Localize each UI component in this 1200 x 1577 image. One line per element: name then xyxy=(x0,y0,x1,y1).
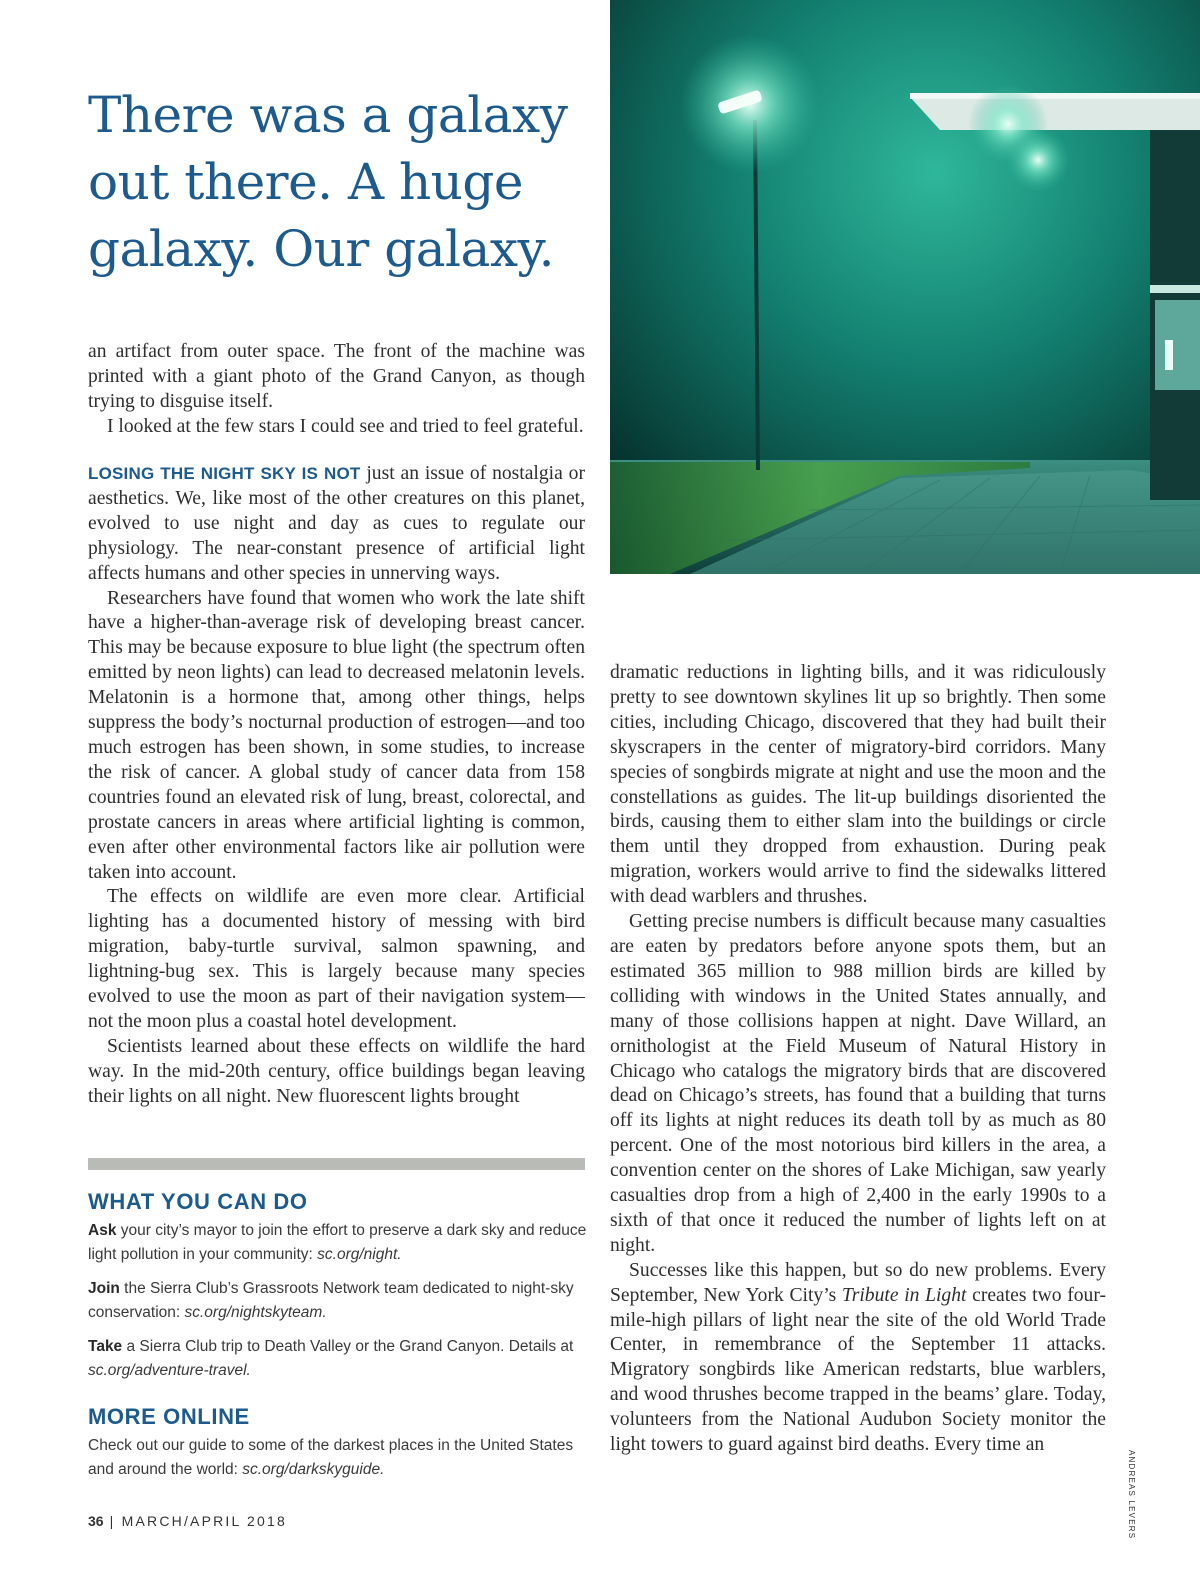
pull-quote: There was a galaxy out there. A huge galaxy. Our galaxy. xyxy=(88,86,568,278)
body-paragraph: Researchers have found that women who work the late shift have a higher-than-average risk of developing breast cancer. This may be because exposure to blue light (the spectrum often emitted by neon lights) can lead to decreased melatonin levels. Melatonin is a hormone that, among other things, helps suppress the body’s nocturnal production of estrogen—and too much estrogen has been shown, in some studies, to increase the risk of cancer. A global study of cancer data from 158 countries found an elevated risk of lung, breast, colorectal, and prostate cancers in areas where artificial lighting is common, even after other environmental factors like air pollution were taken into account. xyxy=(88,587,585,883)
sidebar-more-online-text: Check out our guide to some of the darkest places in the United States and around the world: sc.org/darkskyguide. xyxy=(88,1437,574,1478)
body-paragraph: an artifact from outer space. The front of the machine was printed with a giant photo of the Grand Canyon, as though trying to disguise itself. xyxy=(88,341,585,412)
issue-date: MARCH/APRIL 2018 xyxy=(121,1513,288,1529)
body-column-left xyxy=(88,462,585,1110)
page-number: 36 xyxy=(88,1513,104,1529)
sidebar-heading-what-you-can-do: WHAT YOU CAN DO xyxy=(88,1189,308,1214)
body-paragraph: I looked at the few stars I could see and tried to feel grateful. xyxy=(107,415,584,437)
link-sc-org-adventure-travel[interactable]: sc.org/adventure-travel. xyxy=(88,1362,251,1379)
photo-credit: ANDREAS LEVERS xyxy=(1127,1450,1136,1540)
link-sc-org-night[interactable]: sc.org/night. xyxy=(317,1246,402,1263)
body-paragraph: Getting precise numbers is difficult because many casualties are eaten by predators before anyone spots them, but an estimated 365 million to 988 million birds are killed by colliding with windows in the United States annually, and many of those collisions happen at night. Dave Willard, an ornithologist at the Field Museum of Natural History in Chicago who catalogs the migratory birds that are discovered dead on Chicago’s streets, has found that a building that turns off its lights at night reduces its death toll by as much as 80 percent. One of the most notorious bird killers in the area, a convention center on the shores of Lake Michigan, saw yearly casualties drop from a high of 2,400 in the early 1990s to a sixth of that once it reduced the number of lights left on at night. xyxy=(610,911,1106,1256)
sidebar-heading-more-online: MORE ONLINE xyxy=(88,1404,250,1429)
body-paragraph: The effects on wildlife are even more clear. Artificial lighting has a documented history of messing with bird migration, baby-turtle survival, salmon spawning, and lightning-bug sex. This is largely because many species evolved to use the moon as part of their navigation system—not the moon plus a coastal hotel development. xyxy=(88,886,585,1032)
sidebar-action-ask: Ask your city’s mayor to join the effort to preserve a dark sky and reduce light pollution in your community: sc.org/night. xyxy=(88,1222,587,1263)
body-column-right xyxy=(610,661,1106,1458)
sidebar-action-join: Join the Sierra Club’s Grassroots Network team dedicated to night-sky conservation: sc.org/nightskyteam. xyxy=(88,1280,574,1321)
sidebar-divider xyxy=(88,1158,585,1170)
sidebar-action-take: Take a Sierra Club trip to Death Valley or the Grand Canyon. Details at sc.org/adventure-travel. xyxy=(88,1338,574,1379)
body-paragraph: dramatic reductions in lighting bills, and it was ridiculously pretty to see downtown skylines lit up so brightly. Then some cities, including Chicago, discovered that they had built their skyscrapers in the center of migratory-bird corridors. Many species of songbirds migrate at night and use the moon and the constellations as guides. The lit-up buildings disoriented the birds, causing them to either slam into the buildings or circle them until they dropped from exhaustion. During peak migration, workers would arrive to find the sidewalks littered with dead warblers and thrushes. xyxy=(610,662,1106,908)
link-sc-org-nightskyteam[interactable]: sc.org/nightskyteam. xyxy=(184,1304,327,1321)
body-paragraph: Scientists learned about these effects on wildlife the hard way. In the mid-20th century, office buildings began leaving their lights on all night. New fluorescent lights brought xyxy=(88,1035,585,1107)
body-paragraph: LOSING THE NIGHT SKY IS NOT just an issue of nostalgia or aesthetics. We, like most of the other creatures on this planet, evolved to use night and day as cues to regulate our physiology. The near-constant presence of artificial light affects humans and other species in unnerving ways. xyxy=(88,463,585,584)
folio-separator: | xyxy=(109,1513,116,1529)
section-lead-in: LOSING THE NIGHT SKY IS NOT xyxy=(88,464,361,483)
body-column-left-top xyxy=(88,340,585,440)
link-sc-org-darkskyguide[interactable]: sc.org/darkskyguide. xyxy=(242,1461,385,1478)
body-paragraph: Successes like this happen, but so do new problems. Every September, New York City’s Tribute in Light creates two four-mile-high pillars of light near the site of the old World Trade Center, in remembrance of the September 11 attacks. Migratory songbirds like American redstarts, blue warblers, and wood thrushes become trapped in the beams’ glare. Today, volunteers from the National Audubon Society monitor the light towers to guard against bird deaths. Every time an xyxy=(610,1259,1106,1456)
page-folio xyxy=(88,1513,287,1529)
night-street-lamp-photo xyxy=(610,0,1200,574)
